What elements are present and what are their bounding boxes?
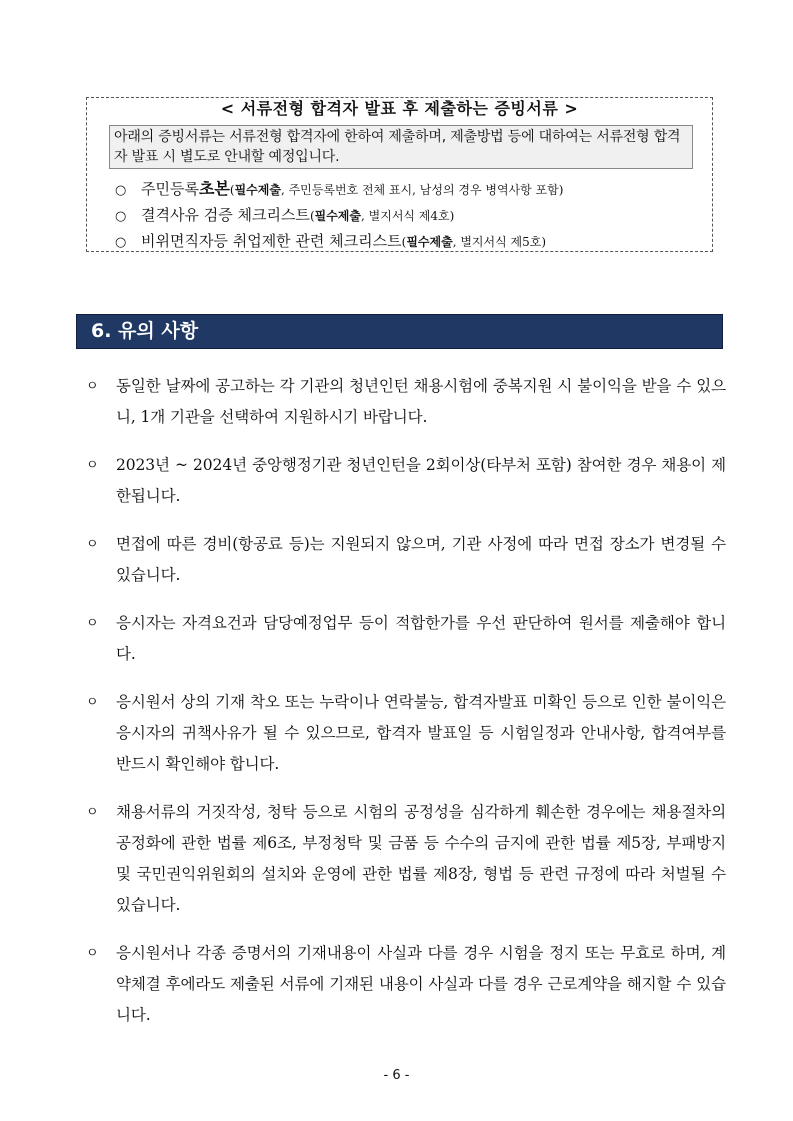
evidence-documents-note: 아래의 증빙서류는 서류전형 합격자에 한하여 제출하며, 제출방법 등에 대하여는 서류전형 합격자 발표 시 별도로 안내할 예정입니다. [109, 125, 693, 169]
page-number: - 6 - [383, 1068, 410, 1083]
precaution-item [86, 608, 726, 670]
evidence-documents-title: < 서류전형 합격자 발표 후 제출하는 증빙서류 > [220, 99, 579, 118]
document-name: 결격사유 검증 체크리스트 [141, 206, 310, 224]
evidence-document-item [115, 202, 563, 228]
bullet-icon: ㅇ [86, 616, 99, 631]
evidence-document-item [115, 228, 563, 254]
document-name: 주민등록 [141, 180, 199, 198]
precaution-text: 응시원서나 각종 증명서의 기재내용이 사실과 다를 경우 시험을 정지 또는 무효로 하며, 계약체결 후에라도 제출된 서류에 기재된 내용이 사실과 다를 경우 근로계약을 해지할 수 있습니다. [116, 944, 726, 1024]
precaution-item [86, 371, 726, 433]
bullet-icon: ㅇ [86, 458, 99, 473]
precaution-item [86, 687, 726, 780]
required-label: 필수제출 [314, 209, 361, 223]
paren-open: ( [229, 183, 235, 197]
document-detail: , 별지서식 제4호 [361, 209, 450, 223]
paren-close: ) [541, 235, 547, 249]
precaution-item [86, 797, 726, 921]
bullet-icon: ㅇ [86, 537, 99, 552]
bullet-icon: ㅇ [86, 695, 99, 710]
precaution-text: 응시자는 자격요건과 담당예정업무 등이 적합한가를 우선 판단하여 원서를 제출해야 합니다. [116, 614, 726, 663]
section-header-precautions: 6. 유의 사항 [76, 314, 723, 349]
paren-open: ( [309, 209, 315, 223]
precaution-text: 채용서류의 거짓작성, 청탁 등으로 시험의 공정성을 심각하게 훼손한 경우에는 채용절차의 공정화에 관한 법률 제6조, 부정청탁 및 금품 등 수수의 금지에 관한 법률 제5장, 부패방지 및 국민권익위원회의 설치와 운영에 관한 법률 제8장, 형법 등 관련 규정에 따라 처벌될 수 있습니다. [116, 803, 726, 914]
paren-open: ( [401, 235, 407, 249]
required-label: 필수제출 [234, 183, 281, 197]
evidence-document-item [115, 176, 563, 202]
document-name: 비위면직자등 취업제한 관련 체크리스트 [141, 232, 402, 250]
precaution-text: 응시원서 상의 기재 착오 또는 누락이나 연락불능, 합격자발표 미확인 등으로 인한 불이익은 응시자의 귀책사유가 될 수 있으므로, 합격자 발표일 등 시험일정과 안내사항, 합격여부를 반드시 확인해야 합니다. [116, 693, 726, 773]
bullet-icon: ○ [115, 183, 127, 198]
bullet-icon: ㅇ [86, 946, 99, 961]
precaution-text: 동일한 날짜에 공고하는 각 기관의 청년인턴 채용시험에 중복지원 시 불이익을 받을 수 있으니, 1개 기관을 선택하여 지원하시기 바랍니다. [116, 377, 726, 426]
evidence-documents-box [86, 97, 713, 252]
document-emphasis: 초본 [198, 179, 230, 198]
precaution-text: 2023년 ~ 2024년 중앙행정기관 청년인턴을 2회이상(타부처 포함) 참여한 경우 채용이 제한됩니다. [116, 456, 726, 505]
paren-close: ) [449, 209, 455, 223]
document-detail: , 주민등록번호 전체 표시, 남성의 경우 병역사항 포함 [280, 183, 559, 197]
bullet-icon: ○ [115, 209, 127, 224]
bullet-icon: ㅇ [86, 805, 99, 820]
document-detail: , 별지서식 제5호 [452, 235, 542, 249]
bullet-icon: ㅇ [86, 379, 99, 394]
required-label: 필수제출 [406, 235, 453, 249]
precaution-item [86, 938, 726, 1031]
paren-close: ) [558, 183, 564, 197]
precaution-text: 면접에 따른 경비(항공료 등)는 지원되지 않으며, 기관 사정에 따라 면접 장소가 변경될 수 있습니다. [116, 535, 726, 584]
precautions-list [86, 371, 726, 1048]
evidence-documents-list [115, 176, 563, 254]
precaution-item [86, 529, 726, 591]
precaution-item [86, 450, 726, 512]
bullet-icon: ○ [115, 235, 127, 250]
